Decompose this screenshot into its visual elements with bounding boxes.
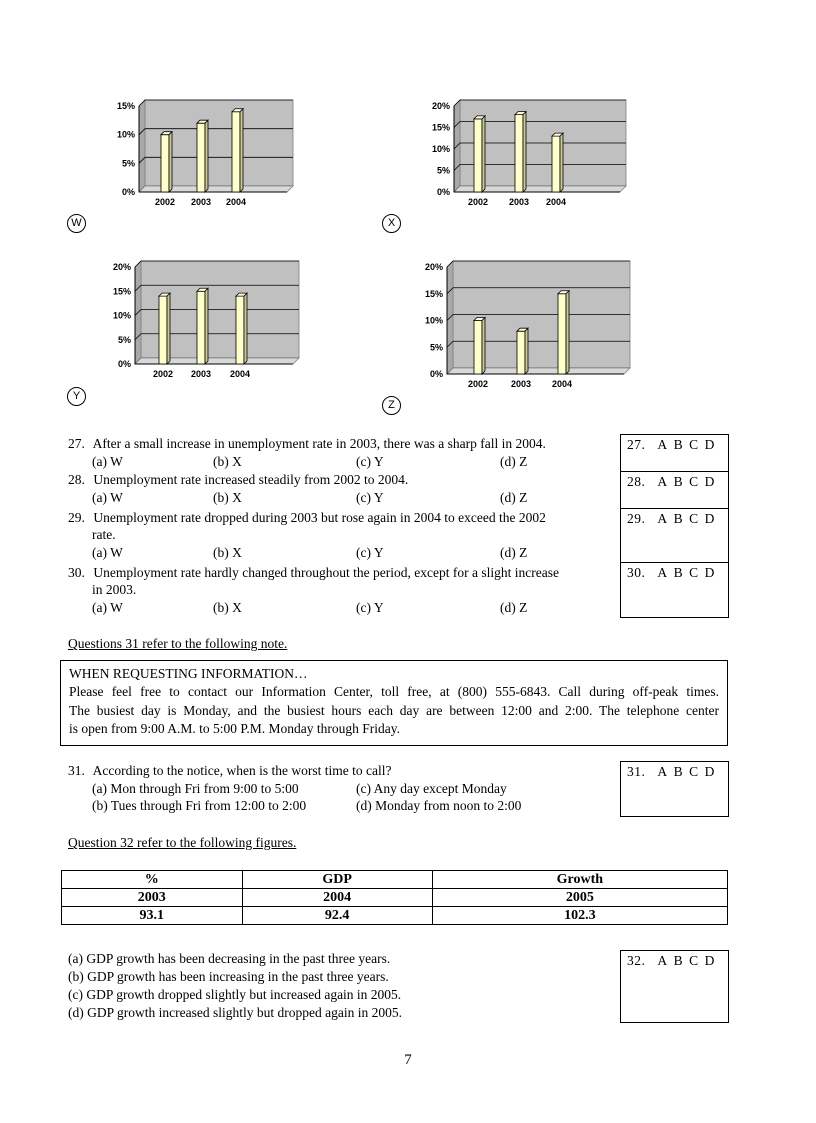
y-tick-label: 0% xyxy=(429,369,443,379)
chart-w xyxy=(112,94,302,218)
x-tick-label: 2004 xyxy=(225,197,247,207)
q32-option-a[interactable]: (a) GDP growth has been decreasing in the past three years. xyxy=(68,951,391,966)
q29-option-d[interactable]: (d) Z xyxy=(500,545,528,560)
bar xyxy=(232,112,240,192)
answer-box-label: 28. xyxy=(627,474,646,489)
y-tick-label: 0% xyxy=(117,359,131,369)
table-header: % xyxy=(62,871,243,889)
bar xyxy=(161,135,169,192)
table-header: Growth xyxy=(432,871,727,889)
table-row xyxy=(62,889,728,907)
bar xyxy=(474,119,482,192)
page-number: 7 xyxy=(404,1052,412,1068)
choice-c[interactable]: C xyxy=(689,953,699,968)
y-tick-label: 15% xyxy=(112,286,131,297)
q27-option-c[interactable]: (c) Y xyxy=(356,454,384,469)
choice-d[interactable]: D xyxy=(704,437,715,452)
q31-option-b[interactable]: (b) Tues through Fri from 12:00 to 2:00 xyxy=(92,798,307,813)
y-tick-label: 0% xyxy=(436,187,450,197)
choice-a[interactable]: A xyxy=(657,565,668,580)
choice-d[interactable]: D xyxy=(704,565,715,580)
answer-box-30[interactable] xyxy=(620,562,729,618)
choice-d[interactable]: D xyxy=(704,764,715,779)
answer-box-label: 30. xyxy=(627,565,646,580)
choice-a[interactable]: A xyxy=(657,953,668,968)
chart-x-svg xyxy=(420,94,640,214)
bar xyxy=(558,294,566,374)
chart-w-svg xyxy=(112,94,302,214)
choice-a[interactable]: A xyxy=(657,511,668,526)
q27-option-d[interactable]: (d) Z xyxy=(500,454,528,469)
bar xyxy=(236,296,244,364)
y-tick-label: 20% xyxy=(431,101,450,111)
bar-side xyxy=(560,133,563,192)
y-tick-label: 5% xyxy=(121,158,135,169)
table-header-row xyxy=(62,871,728,889)
question-27: 27. After a small increase in unemployment rate in 2003, there was a sharp fall in 2004. xyxy=(68,436,546,451)
bar-side xyxy=(523,112,526,192)
bar xyxy=(159,296,167,364)
choice-c[interactable]: C xyxy=(689,474,699,489)
bar-side xyxy=(244,293,247,364)
intro-31: Questions 31 refer to the following note. xyxy=(68,636,288,651)
choice-b[interactable]: B xyxy=(673,953,684,968)
q27-option-a[interactable]: (a) W xyxy=(92,454,123,469)
choice-a[interactable]: A xyxy=(657,437,668,452)
note-box xyxy=(60,660,728,746)
q31-option-d[interactable]: (d) Monday from noon to 2:00 xyxy=(356,798,522,813)
q28-option-d[interactable]: (d) Z xyxy=(500,490,528,505)
answer-box-29[interactable] xyxy=(620,508,729,563)
bar-side xyxy=(167,293,170,364)
gdp-table xyxy=(61,870,728,925)
y-tick-label: 20% xyxy=(424,262,443,272)
table-header: GDP xyxy=(242,871,432,889)
choice-b[interactable]: B xyxy=(673,511,684,526)
q30-option-b[interactable]: (b) X xyxy=(213,600,242,615)
x-tick-label: 2002 xyxy=(154,197,176,207)
answer-box-32[interactable] xyxy=(620,950,729,1023)
chart-y xyxy=(112,255,312,384)
bar-side xyxy=(169,132,172,192)
x-tick-label: 2004 xyxy=(551,379,573,389)
answer-box-27[interactable] xyxy=(620,434,729,472)
chart-label-y[interactable]: Y xyxy=(67,387,86,406)
choice-d[interactable]: D xyxy=(704,511,715,526)
question-29-cont: rate. xyxy=(92,527,116,542)
question-28: 28. Unemployment rate increased steadily from 2002 to 2004. xyxy=(68,472,409,487)
chart-label-x[interactable]: X xyxy=(382,214,401,233)
y-tick-label: 5% xyxy=(117,334,131,345)
chart-label-z[interactable]: Z xyxy=(382,396,401,415)
q29-option-c[interactable]: (c) Y xyxy=(356,545,384,560)
q30-option-c[interactable]: (c) Y xyxy=(356,600,384,615)
x-tick-label: 2004 xyxy=(545,197,567,207)
bar-side xyxy=(566,291,569,374)
answer-box-31[interactable] xyxy=(620,761,729,817)
table-row xyxy=(62,907,728,925)
choice-b[interactable]: B xyxy=(673,437,684,452)
choice-c[interactable]: C xyxy=(689,437,699,452)
note-line-1: Please feel free to contact our Information Center, toll free, at (800) 555-6843. Call during off-peak times. xyxy=(69,684,719,699)
answer-box-label: 31. xyxy=(627,764,646,779)
y-tick-label: 5% xyxy=(436,165,450,176)
y-tick-label: 15% xyxy=(424,288,443,299)
y-tick-label: 20% xyxy=(112,262,131,272)
answer-box-28[interactable] xyxy=(620,471,729,509)
x-tick-label: 2002 xyxy=(467,197,489,207)
choice-a[interactable]: A xyxy=(657,764,668,779)
q32-option-c[interactable]: (c) GDP growth dropped slightly but increased again in 2005. xyxy=(68,987,402,1002)
bar-side xyxy=(482,318,485,375)
x-tick-label: 2003 xyxy=(510,379,532,389)
q27-option-b[interactable]: (b) X xyxy=(213,454,242,469)
q28-option-c[interactable]: (c) Y xyxy=(356,490,384,505)
table-cell: 93.1 xyxy=(62,907,243,925)
bar-side xyxy=(205,120,208,192)
choice-b[interactable]: B xyxy=(673,764,684,779)
choice-d[interactable]: D xyxy=(704,953,715,968)
bar xyxy=(197,123,205,192)
y-tick-label: 15% xyxy=(431,122,450,133)
q31-option-a[interactable]: (a) Mon through Fri from 9:00 to 5:00 xyxy=(92,781,299,796)
bar-side xyxy=(482,116,485,192)
chart-z xyxy=(420,255,642,399)
choice-c[interactable]: C xyxy=(689,511,699,526)
table-cell: 2003 xyxy=(62,889,243,907)
bar-side xyxy=(205,288,208,364)
x-tick-label: 2003 xyxy=(190,197,212,207)
q29-option-a[interactable]: (a) W xyxy=(92,545,123,560)
y-tick-label: 10% xyxy=(112,310,131,321)
y-tick-label: 5% xyxy=(429,342,443,353)
chart-label-w[interactable]: W xyxy=(67,214,86,233)
note-line-2: The busiest day is Monday, and the busiest hours each day are between 12:00 and 2:00. The telephone center xyxy=(69,703,719,718)
question-31: 31. According to the notice, when is the worst time to call? xyxy=(68,763,392,778)
q28-option-b[interactable]: (b) X xyxy=(213,490,242,505)
table-cell: 2005 xyxy=(432,889,727,907)
chart-y-svg xyxy=(112,255,312,380)
x-tick-label: 2003 xyxy=(190,369,212,379)
answer-box-label: 29. xyxy=(627,511,646,526)
bar xyxy=(517,331,525,374)
intro-32: Question 32 refer to the following figures. xyxy=(68,835,297,850)
question-30: 30. Unemployment rate hardly changed throughout the period, except for a slight increase xyxy=(68,565,559,580)
q29-option-b[interactable]: (b) X xyxy=(213,545,242,560)
note-title: WHEN REQUESTING INFORMATION… xyxy=(69,666,308,681)
x-tick-label: 2002 xyxy=(467,379,489,389)
choice-d[interactable]: D xyxy=(704,474,715,489)
q30-option-d[interactable]: (d) Z xyxy=(500,600,528,615)
answer-box-label: 27. xyxy=(627,437,646,452)
y-tick-label: 15% xyxy=(116,101,135,111)
answer-box-label: 32. xyxy=(627,953,646,968)
chart-z-svg xyxy=(420,255,642,395)
y-tick-label: 10% xyxy=(431,144,450,154)
choice-b[interactable]: B xyxy=(673,474,684,489)
y-tick-label: 10% xyxy=(424,315,443,326)
table-cell: 102.3 xyxy=(432,907,727,925)
bar xyxy=(197,291,205,364)
q32-option-d[interactable]: (d) GDP growth increased slightly but dropped again in 2005. xyxy=(68,1005,402,1020)
choice-a[interactable]: A xyxy=(657,474,668,489)
question-29: 29. Unemployment rate dropped during 2003 but rose again in 2004 to exceed the 2002 xyxy=(68,510,546,525)
question-30-cont: in 2003. xyxy=(92,582,137,597)
bar xyxy=(515,115,523,192)
y-tick-label: 10% xyxy=(116,129,135,140)
q28-option-a[interactable]: (a) W xyxy=(92,490,123,505)
bar xyxy=(474,321,482,375)
table-cell: 2004 xyxy=(242,889,432,907)
q30-option-a[interactable]: (a) W xyxy=(92,600,123,615)
note-line-3: is open from 9:00 A.M. to 5:00 P.M. Monday through Friday. xyxy=(69,721,401,736)
q32-option-b[interactable]: (b) GDP growth has been increasing in the past three years. xyxy=(68,969,389,984)
choice-c[interactable]: C xyxy=(689,764,699,779)
x-tick-label: 2004 xyxy=(229,369,251,379)
bar-side xyxy=(525,328,528,374)
x-tick-label: 2002 xyxy=(152,369,174,379)
y-tick-label: 0% xyxy=(121,187,135,197)
bar xyxy=(552,136,560,192)
q31-option-c[interactable]: (c) Any day except Monday xyxy=(356,781,507,796)
x-tick-label: 2003 xyxy=(508,197,530,207)
bar-side xyxy=(240,109,243,192)
choice-c[interactable]: C xyxy=(689,565,699,580)
table-cell: 92.4 xyxy=(242,907,432,925)
chart-x xyxy=(420,94,640,218)
plot-side-wall xyxy=(139,100,145,192)
choice-b[interactable]: B xyxy=(673,565,684,580)
